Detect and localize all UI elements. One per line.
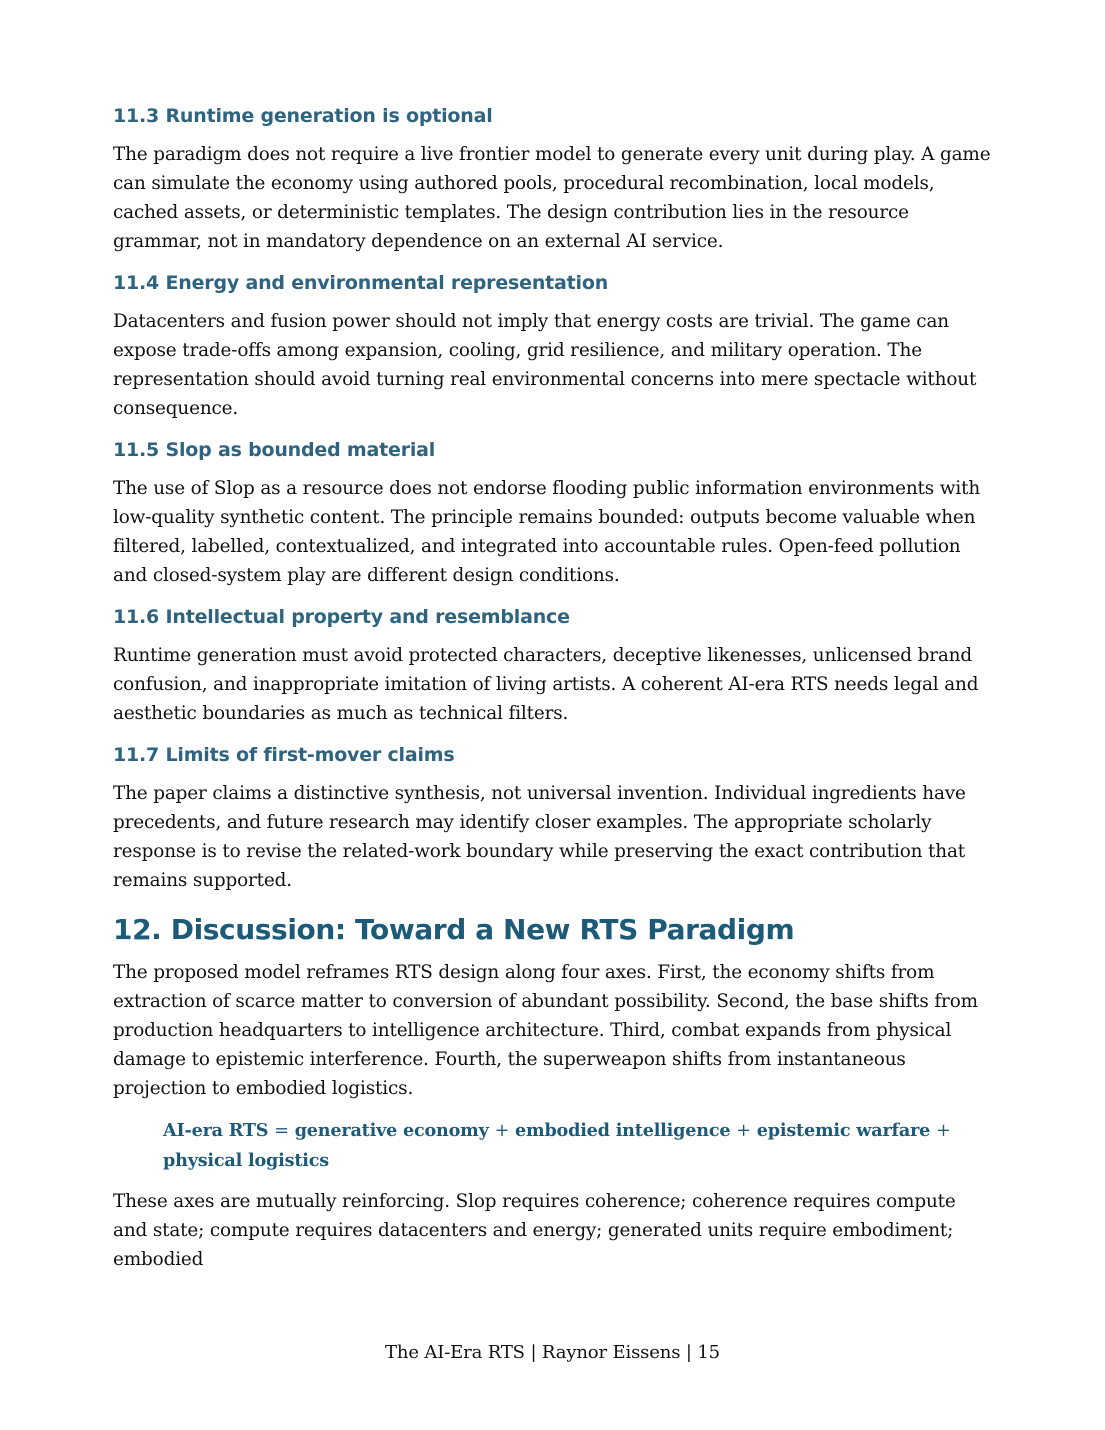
section-heading-11-4: 11.4 Energy and environmental representation — [113, 272, 609, 294]
section-heading-11-7: 11.7 Limits of first-mover claims — [113, 744, 455, 766]
formula-term-1: generative economy — [294, 1120, 489, 1141]
section-body-11-5: The use of Slop as a resource does not endorse flooding public information environments with low-quality synthetic content. The principle remains bounded: outputs become valuable when filtered, labelled, contextualized, and integrated into accountable rules. Open-feed pollution and closed-system play are different design conditions. — [113, 478, 981, 586]
formula-term-3: epistemic warfare — [756, 1120, 931, 1141]
formula-term-4: physical logistics — [163, 1150, 329, 1171]
formula-equals: = — [274, 1121, 289, 1141]
formula-plus: + — [494, 1121, 510, 1141]
section-heading-11-6: 11.6 Intellectual property and resemblance — [113, 606, 570, 628]
paradigm-formula — [163, 1116, 993, 1175]
page-content — [113, 102, 993, 1287]
discussion-continuation: These axes are mutually reinforcing. Slop requires coherence; coherence requires compute and state; compute requires datacenters and energy; generated units require embodiment; embodied — [113, 1191, 956, 1270]
discussion-intro: The proposed model reframes RTS design along four axes. First, the economy shifts from extraction of scarce matter to conversion of abundant possibility. Second, the base shifts from production headquarters to intelligence architecture. Third, combat expands from physical damage to epistemic interference. Fourth, the superweapon shifts from instantaneous projection to embodied logistics. — [113, 962, 978, 1099]
formula-term-2: embodied intelligence — [515, 1120, 731, 1141]
page-footer: The AI-Era RTS | Raynor Eissens | 15 — [385, 1342, 720, 1363]
discussion-heading: 12. Discussion: Toward a New RTS Paradigm — [113, 913, 795, 946]
section-heading-11-3: 11.3 Runtime generation is optional — [113, 105, 493, 127]
section-heading-11-5: 11.5 Slop as bounded material — [113, 439, 436, 461]
formula-lhs: AI-era RTS — [163, 1120, 269, 1141]
formula-plus: + — [936, 1121, 951, 1141]
formula-plus: + — [736, 1121, 751, 1141]
section-body-11-4: Datacenters and fusion power should not imply that energy costs are trivial. The game can expose trade-offs among expansion, cooling, grid resilience, and military operation. The representation should avoid turning real environmental concerns into mere spectacle without consequence. — [113, 311, 977, 419]
section-body-11-7: The paper claims a distinctive synthesis, not universal invention. Individual ingredients have precedents, and future research may identify closer examples. The appropriate scholarly response is to revise the related-work boundary while preserving the exact contribution that remains supported. — [113, 783, 966, 891]
section-body-11-3: The paradigm does not require a live frontier model to generate every unit during play. A game can simulate the economy using authored pools, procedural recombination, local models, cached assets, or deterministic templates. The design contribution lies in the resource grammar, not in mandatory dependence on an external AI service. — [113, 144, 991, 252]
section-body-11-6: Runtime generation must avoid protected characters, deceptive likenesses, unlicensed brand confusion, and inappropriate imitation of living artists. A coherent AI-era RTS needs legal and aesthetic boundaries as much as technical filters. — [113, 645, 979, 724]
